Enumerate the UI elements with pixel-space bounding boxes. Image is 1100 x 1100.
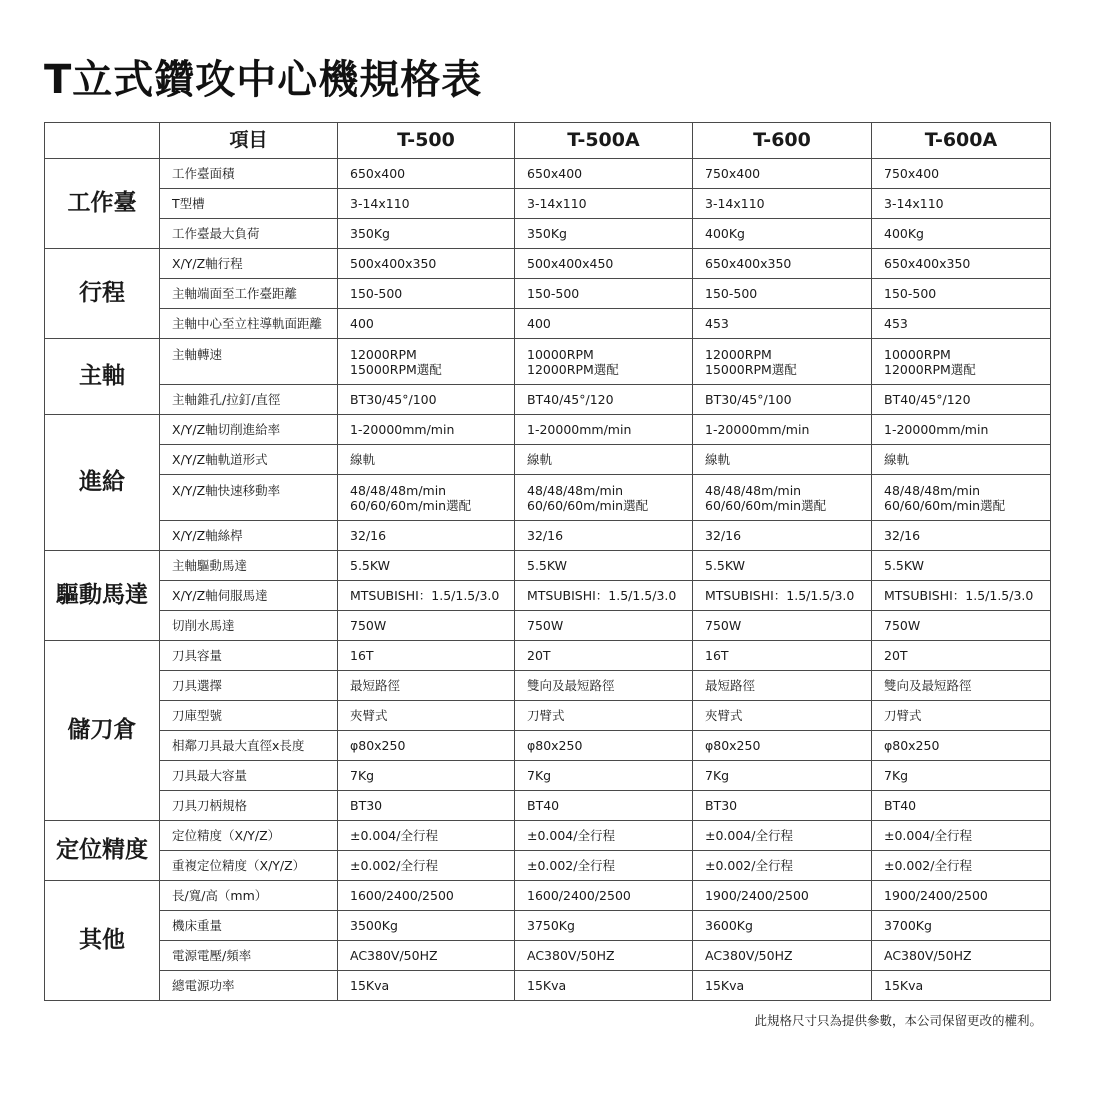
table-row xyxy=(45,475,1051,521)
table-row xyxy=(45,189,1051,219)
table-row xyxy=(45,821,1051,851)
spec-value-cell xyxy=(515,475,693,521)
table-row xyxy=(45,971,1051,1001)
table-row xyxy=(45,339,1051,385)
spec-value-cell: 5.5KW xyxy=(515,551,693,581)
spec-table xyxy=(44,122,1051,1001)
spec-value-cell: φ80x250 xyxy=(338,731,515,761)
spec-label-cell: T型槽 xyxy=(160,189,338,219)
spec-value-cell: 5.5KW xyxy=(872,551,1051,581)
table-row xyxy=(45,159,1051,189)
spec-value-cell: ±0.004/全行程 xyxy=(515,821,693,851)
spec-value-cell: 最短路徑 xyxy=(338,671,515,701)
spec-value-cell: BT40 xyxy=(872,791,1051,821)
spec-value-cell: 3-14x110 xyxy=(515,189,693,219)
spec-value-cell xyxy=(872,339,1051,385)
spec-label-cell: 主軸端面至工作臺距離 xyxy=(160,279,338,309)
spec-value-cell: ±0.002/全行程 xyxy=(515,851,693,881)
category-cell: 行程 xyxy=(45,249,160,339)
table-row xyxy=(45,791,1051,821)
spec-label-cell: 長/寬/高（mm） xyxy=(160,881,338,911)
header-blank-cell xyxy=(45,123,160,159)
spec-value-cell: ±0.004/全行程 xyxy=(872,821,1051,851)
spec-value-line: 48/48/48m/min xyxy=(527,482,624,498)
spec-value-cell: 350Kg xyxy=(515,219,693,249)
spec-value-line: 15000RPM選配 xyxy=(350,361,442,377)
spec-value-cell: 750x400 xyxy=(872,159,1051,189)
table-row xyxy=(45,671,1051,701)
spec-value-line: 60/60/60m/min選配 xyxy=(705,497,827,513)
spec-value-cell: 500x400x350 xyxy=(338,249,515,279)
spec-table-body xyxy=(45,159,1051,1001)
spec-value-cell xyxy=(693,339,872,385)
table-row xyxy=(45,385,1051,415)
spec-value-cell: 650x400 xyxy=(338,159,515,189)
spec-value-cell: 32/16 xyxy=(872,521,1051,551)
spec-label-cell: X/Y/Z軸軌道形式 xyxy=(160,445,338,475)
spec-value-cell: 400 xyxy=(515,309,693,339)
spec-value-cell: BT30 xyxy=(693,791,872,821)
spec-value-cell: ±0.002/全行程 xyxy=(693,851,872,881)
spec-value-cell: 5.5KW xyxy=(338,551,515,581)
spec-label-cell: 主軸轉速 xyxy=(160,339,338,385)
spec-value-cell: 350Kg xyxy=(338,219,515,249)
table-row xyxy=(45,611,1051,641)
spec-value-cell: 150-500 xyxy=(693,279,872,309)
table-row xyxy=(45,761,1051,791)
table-row xyxy=(45,911,1051,941)
spec-value-line: 15000RPM選配 xyxy=(705,361,797,377)
spec-value-cell: ±0.004/全行程 xyxy=(338,821,515,851)
spec-value-cell: 3-14x110 xyxy=(693,189,872,219)
header-model-t500: T-500 xyxy=(338,123,515,159)
spec-value-cell: 3750Kg xyxy=(515,911,693,941)
table-row xyxy=(45,309,1051,339)
spec-value-cell: 650x400x350 xyxy=(693,249,872,279)
category-cell: 工作臺 xyxy=(45,159,160,249)
spec-label-cell: 刀具刀柄規格 xyxy=(160,791,338,821)
table-header-row xyxy=(45,123,1051,159)
spec-value-cell: 7Kg xyxy=(338,761,515,791)
spec-value-cell xyxy=(338,339,515,385)
spec-value-cell: 線軌 xyxy=(515,445,693,475)
spec-value-line: 60/60/60m/min選配 xyxy=(884,497,1006,513)
table-row xyxy=(45,445,1051,475)
spec-value-cell: 夾臂式 xyxy=(338,701,515,731)
spec-value-cell: 線軌 xyxy=(693,445,872,475)
category-cell: 儲刀倉 xyxy=(45,641,160,821)
spec-value-line: 12000RPM選配 xyxy=(527,361,619,377)
spec-label-cell: 重複定位精度（X/Y/Z） xyxy=(160,851,338,881)
spec-label-cell: 總電源功率 xyxy=(160,971,338,1001)
spec-value-cell: 750W xyxy=(338,611,515,641)
spec-value-cell: AC380V/50HZ xyxy=(872,941,1051,971)
category-cell: 主軸 xyxy=(45,339,160,415)
spec-label-cell: 主軸中心至立柱導軌面距離 xyxy=(160,309,338,339)
table-row xyxy=(45,701,1051,731)
spec-label-cell: 切削水馬達 xyxy=(160,611,338,641)
spec-value-cell: 150-500 xyxy=(338,279,515,309)
spec-value-cell: 16T xyxy=(693,641,872,671)
spec-value-cell: 7Kg xyxy=(693,761,872,791)
spec-value-cell: 650x400x350 xyxy=(872,249,1051,279)
spec-label-cell: 工作臺最大負荷 xyxy=(160,219,338,249)
spec-label-cell: 相鄰刀具最大直徑x長度 xyxy=(160,731,338,761)
spec-value-cell: 線軌 xyxy=(338,445,515,475)
spec-value-cell: 150-500 xyxy=(515,279,693,309)
table-row xyxy=(45,581,1051,611)
spec-value-cell: 15Kva xyxy=(693,971,872,1001)
spec-value-cell: 3500Kg xyxy=(338,911,515,941)
spec-value-cell: 5.5KW xyxy=(693,551,872,581)
spec-label-cell: 定位精度（X/Y/Z） xyxy=(160,821,338,851)
spec-label-cell: X/Y/Z軸切削進給率 xyxy=(160,415,338,445)
spec-value-cell: AC380V/50HZ xyxy=(515,941,693,971)
spec-value-cell: 500x400x450 xyxy=(515,249,693,279)
spec-value-line: 60/60/60m/min選配 xyxy=(350,497,472,513)
spec-value-cell: BT40/45°/120 xyxy=(515,385,693,415)
spec-value-cell: MTSUBISHI：1.5/1.5/3.0 xyxy=(693,581,872,611)
spec-value-cell: 453 xyxy=(872,309,1051,339)
header-model-t500a: T-500A xyxy=(515,123,693,159)
spec-label-cell: 機床重量 xyxy=(160,911,338,941)
spec-value-cell: 32/16 xyxy=(338,521,515,551)
spec-value-cell: BT40/45°/120 xyxy=(872,385,1051,415)
spec-value-cell: 32/16 xyxy=(693,521,872,551)
table-row xyxy=(45,941,1051,971)
spec-value-cell: φ80x250 xyxy=(872,731,1051,761)
spec-label-cell: 電源電壓/頻率 xyxy=(160,941,338,971)
spec-value-cell: 1-20000mm/min xyxy=(693,415,872,445)
spec-value-cell: 雙向及最短路徑 xyxy=(872,671,1051,701)
spec-value-cell: 7Kg xyxy=(515,761,693,791)
spec-value-cell: 32/16 xyxy=(515,521,693,551)
spec-value-line: 48/48/48m/min xyxy=(350,482,447,498)
spec-label-cell: X/Y/Z軸快速移動率 xyxy=(160,475,338,521)
spec-value-cell: BT30/45°/100 xyxy=(338,385,515,415)
spec-label-cell: 刀庫型號 xyxy=(160,701,338,731)
spec-value-cell: 453 xyxy=(693,309,872,339)
spec-value-cell: 20T xyxy=(515,641,693,671)
category-cell: 其他 xyxy=(45,881,160,1001)
table-row xyxy=(45,881,1051,911)
spec-label-cell: X/Y/Z軸行程 xyxy=(160,249,338,279)
spec-value-cell: 雙向及最短路徑 xyxy=(515,671,693,701)
spec-value-cell: 15Kva xyxy=(338,971,515,1001)
spec-value-cell: 15Kva xyxy=(872,971,1051,1001)
spec-value-cell: ±0.002/全行程 xyxy=(872,851,1051,881)
spec-value-cell xyxy=(693,475,872,521)
spec-value-cell: 刀臂式 xyxy=(872,701,1051,731)
spec-value-cell: 1900/2400/2500 xyxy=(693,881,872,911)
spec-value-cell: 1600/2400/2500 xyxy=(338,881,515,911)
spec-value-cell: BT30 xyxy=(338,791,515,821)
table-row xyxy=(45,551,1051,581)
spec-value-cell: 1-20000mm/min xyxy=(515,415,693,445)
spec-value-cell: 夾臂式 xyxy=(693,701,872,731)
table-row xyxy=(45,851,1051,881)
table-row xyxy=(45,731,1051,761)
spec-value-cell: 750W xyxy=(872,611,1051,641)
spec-value-cell xyxy=(872,475,1051,521)
spec-label-cell: 刀具選擇 xyxy=(160,671,338,701)
spec-value-cell: 1600/2400/2500 xyxy=(515,881,693,911)
table-row xyxy=(45,641,1051,671)
spec-value-cell xyxy=(515,339,693,385)
table-row xyxy=(45,279,1051,309)
spec-value-cell: 400Kg xyxy=(872,219,1051,249)
spec-value-line: 10000RPM xyxy=(884,346,951,362)
header-model-t600a: T-600A xyxy=(872,123,1051,159)
spec-value-line: 12000RPM xyxy=(705,346,772,362)
spec-value-cell: 650x400 xyxy=(515,159,693,189)
spec-value-cell: 3600Kg xyxy=(693,911,872,941)
disclaimer-note: 此規格尺寸只為提供參數，本公司保留更改的權利。 xyxy=(754,1013,1042,1028)
table-row xyxy=(45,521,1051,551)
spec-value-cell: 400 xyxy=(338,309,515,339)
page-title: T立式鑽攻中心機規格表 xyxy=(44,57,483,103)
spec-value-cell: 15Kva xyxy=(515,971,693,1001)
spec-value-cell: 400Kg xyxy=(693,219,872,249)
spec-label-cell: 刀具容量 xyxy=(160,641,338,671)
spec-value-cell: 1-20000mm/min xyxy=(338,415,515,445)
spec-value-cell: BT30/45°/100 xyxy=(693,385,872,415)
spec-value-line: 48/48/48m/min xyxy=(705,482,802,498)
spec-value-cell: 最短路徑 xyxy=(693,671,872,701)
spec-value-cell: 線軌 xyxy=(872,445,1051,475)
spec-label-cell: X/Y/Z軸伺服馬達 xyxy=(160,581,338,611)
spec-value-cell: ±0.004/全行程 xyxy=(693,821,872,851)
spec-value-line: 10000RPM xyxy=(527,346,594,362)
spec-value-line: 48/48/48m/min xyxy=(884,482,981,498)
spec-label-cell: 主軸驅動馬達 xyxy=(160,551,338,581)
category-cell: 進給 xyxy=(45,415,160,551)
spec-value-cell: MTSUBISHI：1.5/1.5/3.0 xyxy=(872,581,1051,611)
spec-value-cell: 3700Kg xyxy=(872,911,1051,941)
spec-value-cell: AC380V/50HZ xyxy=(693,941,872,971)
spec-value-cell: AC380V/50HZ xyxy=(338,941,515,971)
spec-value-cell: 1-20000mm/min xyxy=(872,415,1051,445)
spec-value-cell: MTSUBISHI：1.5/1.5/3.0 xyxy=(338,581,515,611)
spec-value-cell: 16T xyxy=(338,641,515,671)
spec-label-cell: 工作臺面積 xyxy=(160,159,338,189)
spec-value-line: 60/60/60m/min選配 xyxy=(527,497,649,513)
spec-value-cell: 750x400 xyxy=(693,159,872,189)
spec-value-cell xyxy=(338,475,515,521)
spec-value-cell: 3-14x110 xyxy=(872,189,1051,219)
spec-value-cell: φ80x250 xyxy=(693,731,872,761)
header-item: 項目 xyxy=(160,123,338,159)
spec-value-cell: 150-500 xyxy=(872,279,1051,309)
table-row xyxy=(45,415,1051,445)
spec-label-cell: 主軸錐孔/拉釘/直徑 xyxy=(160,385,338,415)
spec-value-cell: ±0.002/全行程 xyxy=(338,851,515,881)
spec-value-cell: 20T xyxy=(872,641,1051,671)
header-model-t600: T-600 xyxy=(693,123,872,159)
spec-value-cell: 7Kg xyxy=(872,761,1051,791)
spec-value-cell: MTSUBISHI：1.5/1.5/3.0 xyxy=(515,581,693,611)
spec-label-cell: X/Y/Z軸絲桿 xyxy=(160,521,338,551)
category-cell: 驅動馬達 xyxy=(45,551,160,641)
spec-label-cell: 刀具最大容量 xyxy=(160,761,338,791)
table-row xyxy=(45,219,1051,249)
table-row xyxy=(45,249,1051,279)
spec-value-cell: 1900/2400/2500 xyxy=(872,881,1051,911)
spec-value-cell: 750W xyxy=(693,611,872,641)
category-cell: 定位精度 xyxy=(45,821,160,881)
spec-value-cell: 750W xyxy=(515,611,693,641)
spec-value-cell: 刀臂式 xyxy=(515,701,693,731)
spec-value-cell: BT40 xyxy=(515,791,693,821)
spec-value-line: 12000RPM選配 xyxy=(884,361,976,377)
spec-value-line: 12000RPM xyxy=(350,346,417,362)
spec-value-cell: 3-14x110 xyxy=(338,189,515,219)
spec-value-cell: φ80x250 xyxy=(515,731,693,761)
